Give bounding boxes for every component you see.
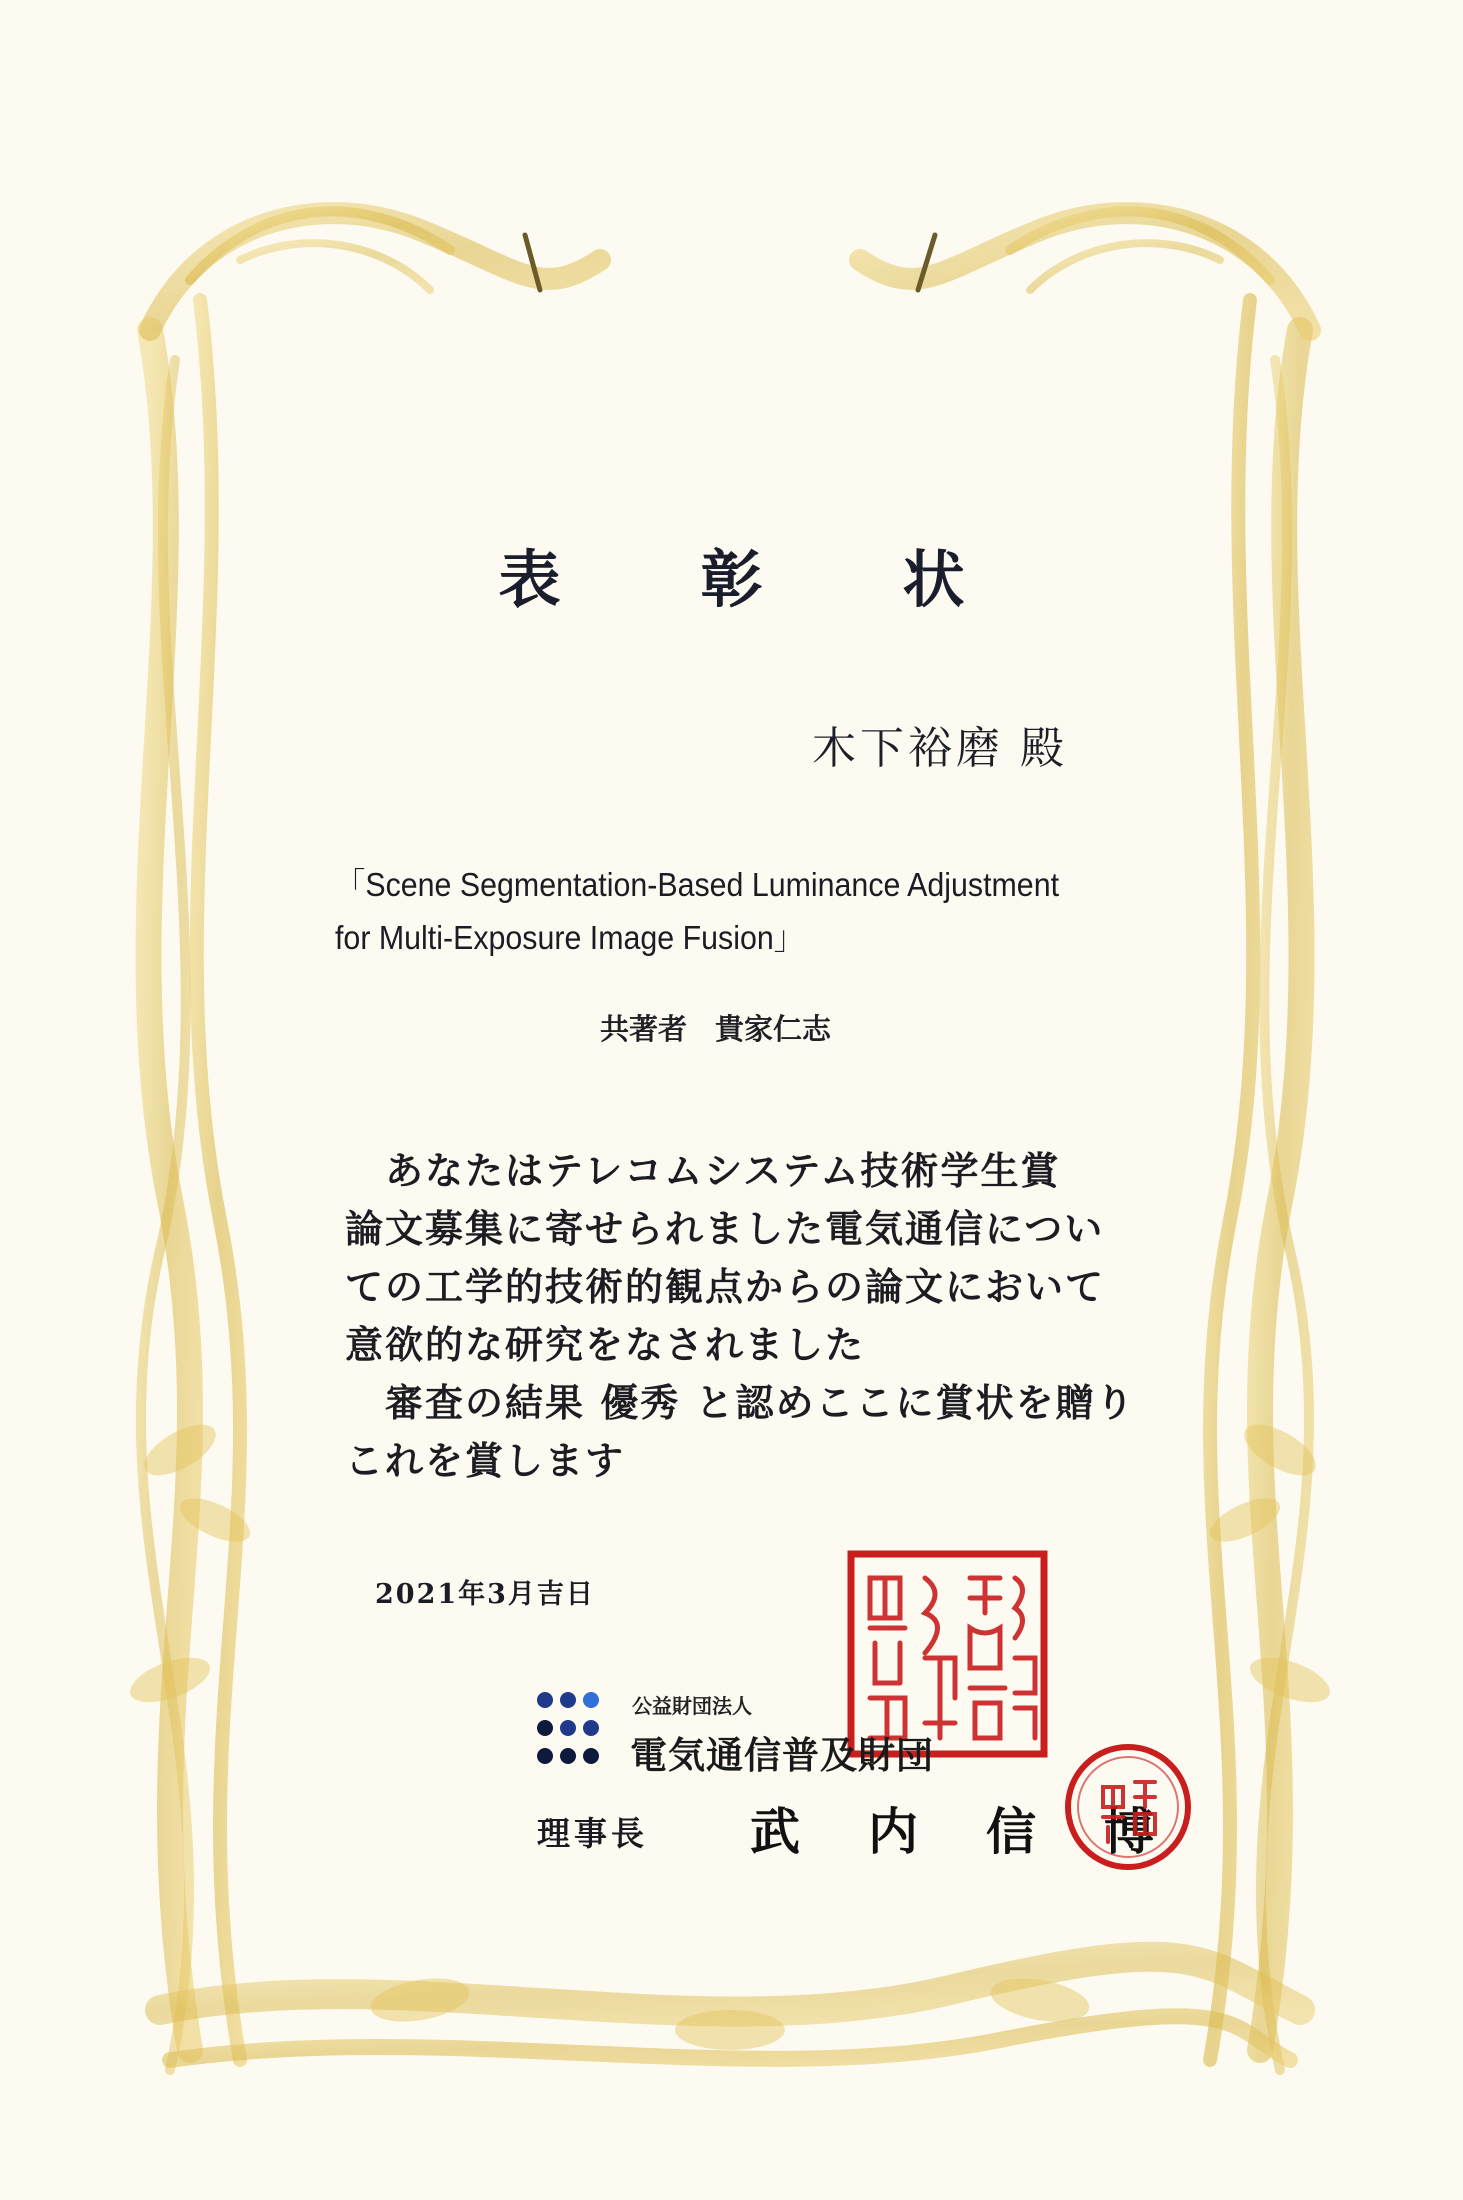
- award-date: 2021年3月吉日: [375, 1579, 595, 1610]
- paper-title-line-1: 「Scene Segmentation-Based Luminance Adjustment: [335, 866, 1060, 903]
- round-seal-icon: [1063, 1742, 1193, 1872]
- chair-title: 理事長: [537, 1814, 648, 1853]
- certificate-title: 表彰状: [498, 543, 1105, 616]
- recipient-line: [812, 712, 1068, 776]
- recipient-name: 木下裕磨: [812, 723, 1004, 774]
- org-type: 公益財団法人: [632, 1694, 752, 1718]
- paper-title: [335, 858, 1145, 964]
- coauthor-name: 貴家仁志: [715, 1012, 832, 1046]
- coauthor-line: [600, 1007, 831, 1048]
- chair-name: 武内信博: [750, 1802, 1222, 1861]
- recipient-honorific: 殿: [1020, 723, 1068, 774]
- citation-body: あなたはテレコムシステム技術学生賞 論文募集に寄せられました電気通信につい ての工学的技術的観点からの論文において 意欲的な研究をなされました 審査の結果 優秀 と認めここに賞状を贈り これを賞します: [345, 1148, 1136, 1483]
- paper-title-line-2: for Multi-Exposure Image Fusion」: [335, 919, 805, 956]
- org-name: 電気通信普及財団: [630, 1734, 934, 1777]
- org-logo-icon: [535, 1690, 605, 1772]
- coauthor-label: 共著者: [600, 1012, 688, 1046]
